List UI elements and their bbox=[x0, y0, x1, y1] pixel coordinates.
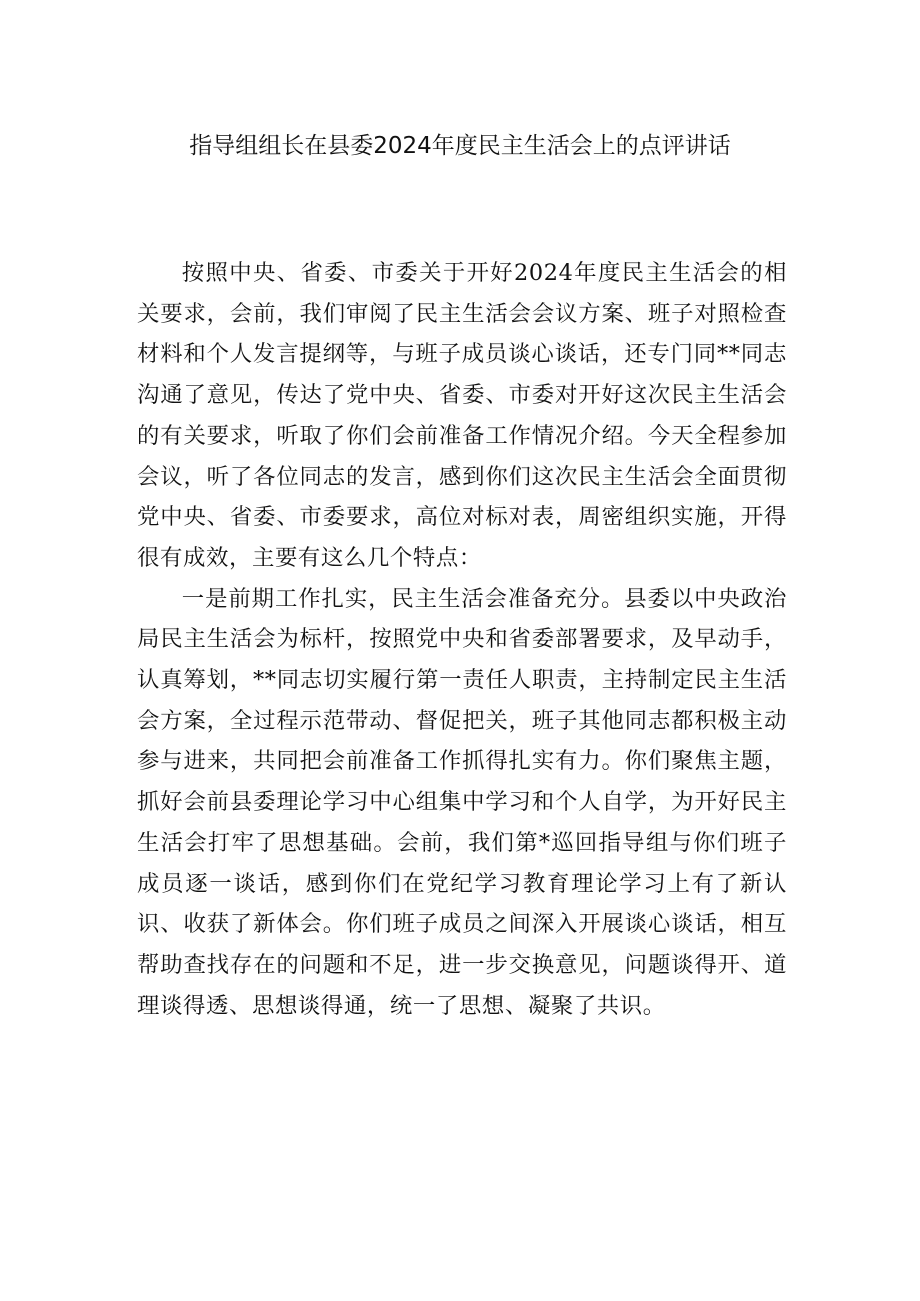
paragraph-point-one: 一是前期工作扎实，民主生活会准备充分。县委以中央政治局民主生活会为标杆，按照党中央和省委部署要求，及早动手，认真筹划，**同志切实履行第一责任人职责，主持制定民主生活会方案，全过程示范带动、督促把关，班子其他同志都积极主动参与进来，共同把会前准备工作抓得扎实有力。你们聚焦主题，抓好会前县委理论学习中心组集中学习和个人自学，为开好民主生活会打牢了思想基础。会前，我们第*巡回指导组与你们班子成员逐一谈话，感到你们在党纪学习教育理论学习上有了新认识、收获了新体会。你们班子成员之间深入开展谈心谈话，相互帮助查找存在的问题和不足，进一步交换意见，问题谈得开、道理谈得透、思想谈得通，统一了思想、凝聚了共识。 bbox=[137, 585, 787, 1019]
document-title: 指导组组长在县委2024年度民主生活会上的点评讲话 bbox=[189, 133, 731, 159]
paragraph-intro: 按照中央、省委、市委关于开好2024年度民主生活会的相关要求，会前，我们审阅了民主生活会会议方案、班子对照检查材料和个人发言提纲等，与班子成员谈心谈话，还专门同**同志沟通了意见，传达了党中央、省委、市委对开好这次民主生活会的有关要求，听取了你们会前准备工作情况介绍。今天全程参加会议，听了各位同志的发言，感到你们这次民主生活会全面贯彻党中央、省委、市委要求，高位对标对表，周密组织实施，开得很有成效，主要有这么几个特点： bbox=[137, 260, 787, 571]
document-body bbox=[137, 253, 787, 1026]
